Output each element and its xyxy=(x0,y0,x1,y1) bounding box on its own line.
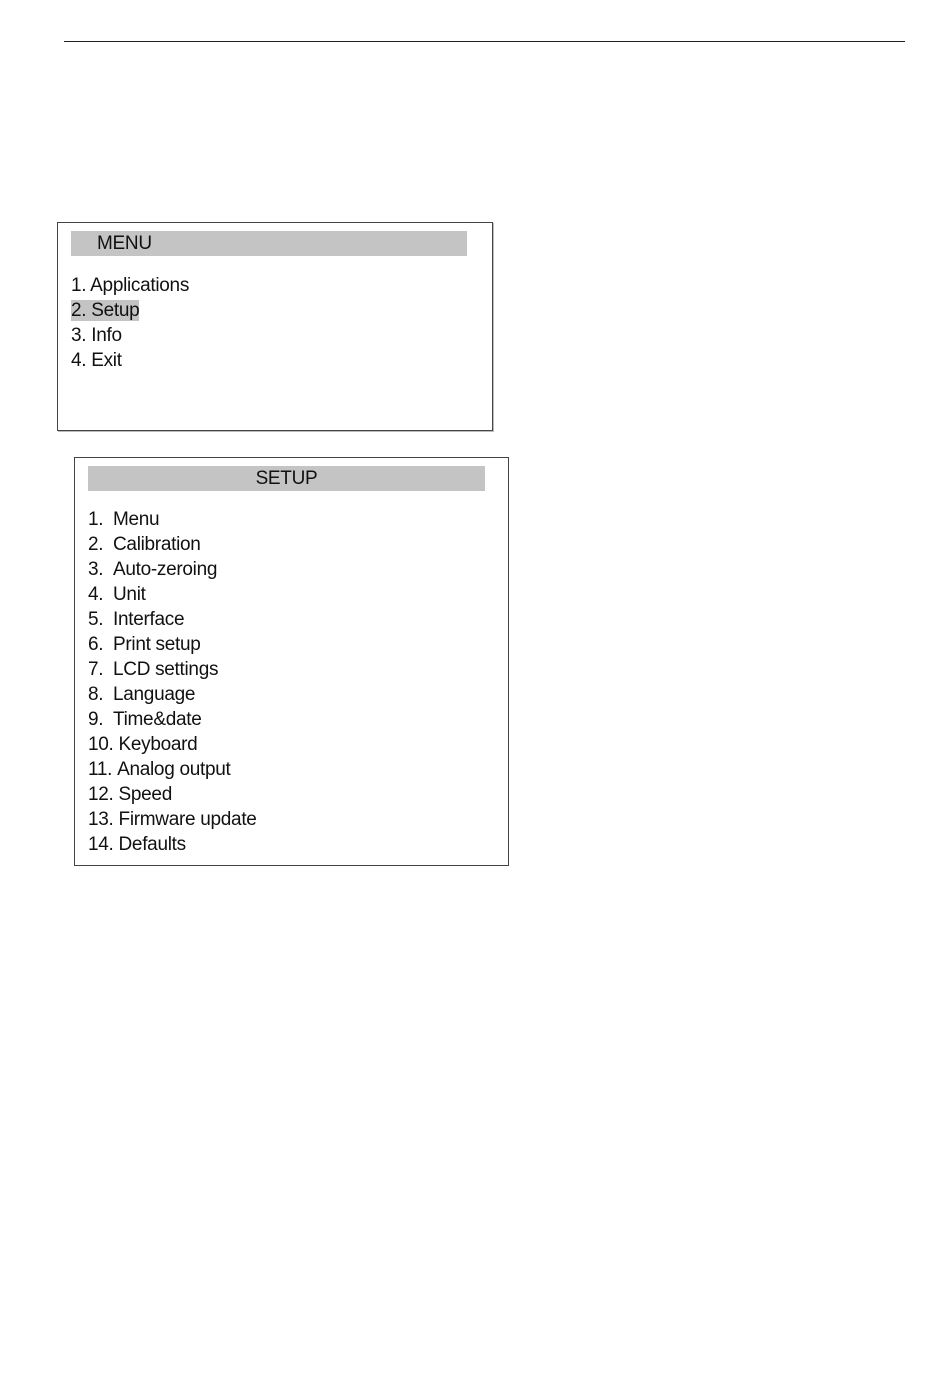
setup-item-auto-zeroing[interactable] xyxy=(88,557,257,582)
menu-item-label: 1. Applications xyxy=(71,275,190,296)
menu-item-applications[interactable] xyxy=(71,273,189,298)
setup-item-label: Menu xyxy=(113,509,160,530)
setup-item-label: Analog output xyxy=(117,759,231,780)
setup-item-label: Defaults xyxy=(118,834,186,855)
setup-screen xyxy=(74,457,509,866)
setup-item-number: 4. xyxy=(88,584,104,605)
header-rule xyxy=(64,41,905,42)
menu-list xyxy=(71,273,189,373)
setup-item-number: 7. xyxy=(88,659,104,680)
setup-item-number: 13. xyxy=(88,809,114,830)
menu-item-exit[interactable] xyxy=(71,348,189,373)
setup-item-number: 9. xyxy=(88,709,104,730)
menu-screen xyxy=(57,222,493,431)
setup-item-number: 6. xyxy=(88,634,104,655)
setup-item-label: Language xyxy=(113,684,196,705)
setup-item-number: 1. xyxy=(88,509,104,530)
setup-item-speed[interactable] xyxy=(88,782,257,807)
setup-item-language[interactable] xyxy=(88,682,257,707)
setup-item-number: 3. xyxy=(88,559,104,580)
menu-title: MENU xyxy=(71,231,467,256)
setup-item-label: Firmware update xyxy=(118,809,257,830)
setup-item-lcd-settings[interactable] xyxy=(88,657,257,682)
setup-item-interface[interactable] xyxy=(88,607,257,632)
setup-item-print-setup[interactable] xyxy=(88,632,257,657)
setup-item-label: Speed xyxy=(118,784,172,805)
setup-item-label: Unit xyxy=(113,584,146,605)
setup-item-defaults[interactable] xyxy=(88,832,257,857)
menu-item-label: 4. Exit xyxy=(71,350,122,371)
setup-item-label: Calibration xyxy=(113,534,201,555)
setup-item-number: 10. xyxy=(88,734,114,755)
setup-item-label: Keyboard xyxy=(118,734,198,755)
setup-item-number: 5. xyxy=(88,609,104,630)
setup-item-label: Interface xyxy=(113,609,185,630)
menu-item-label: 2. Setup xyxy=(71,300,140,321)
setup-item-menu[interactable] xyxy=(88,507,257,532)
setup-list xyxy=(88,507,257,857)
setup-title: SETUP xyxy=(88,466,485,491)
menu-item-info[interactable] xyxy=(71,323,189,348)
setup-item-keyboard[interactable] xyxy=(88,732,257,757)
setup-item-label: Auto-zeroing xyxy=(113,559,218,580)
menu-item-label: 3. Info xyxy=(71,325,122,346)
menu-item-setup[interactable] xyxy=(71,298,189,323)
setup-item-label: Print setup xyxy=(113,634,201,655)
setup-item-analog-output[interactable] xyxy=(88,757,257,782)
setup-item-number: 8. xyxy=(88,684,104,705)
setup-item-number: 2. xyxy=(88,534,104,555)
setup-item-label: Time&date xyxy=(113,709,202,730)
setup-item-number: 14. xyxy=(88,834,114,855)
setup-item-firmware-update[interactable] xyxy=(88,807,257,832)
setup-item-label: LCD settings xyxy=(113,659,219,680)
setup-item-time-date[interactable] xyxy=(88,707,257,732)
setup-item-unit[interactable] xyxy=(88,582,257,607)
setup-item-number: 12. xyxy=(88,784,114,805)
setup-item-number: 11. xyxy=(88,759,113,780)
setup-item-calibration[interactable] xyxy=(88,532,257,557)
